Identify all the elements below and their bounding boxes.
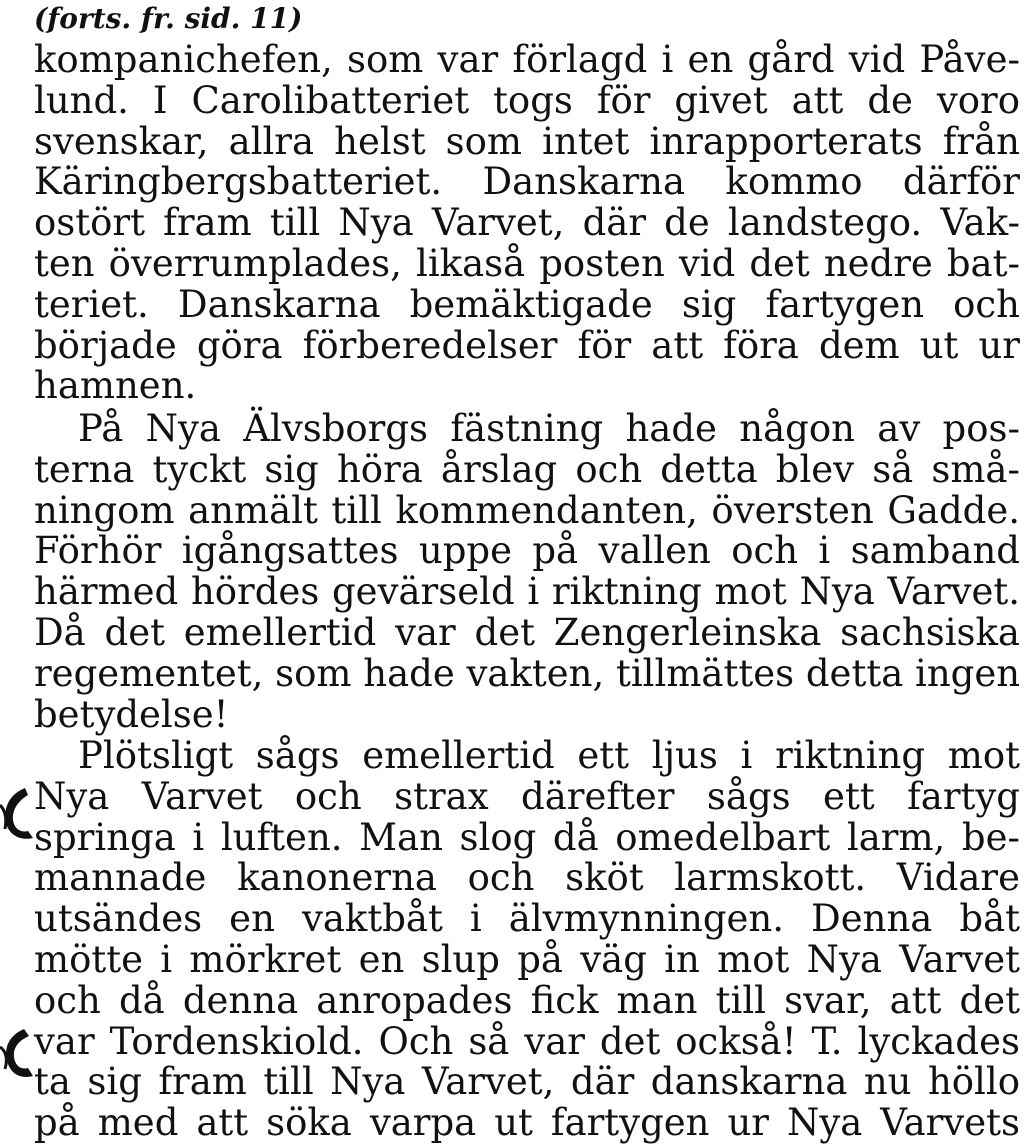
paragraph-2-line-6: Då det emellertid var det Zengerleinska sachsiska bbox=[34, 610, 1020, 654]
paragraph-2-line-7: regementet, som hade vakten, tillmättes detta ingen bbox=[34, 651, 1021, 695]
paragraph-3-line-8: var Tordenskiold. Och så var det också! T. lyckades bbox=[34, 1019, 1020, 1063]
paragraph-3-line-3: springa i luften. Man slog då omedelbart larm, be- bbox=[34, 815, 1020, 859]
paragraph-3-line-9: ta sig fram till Nya Varvet, där danskarna nu höllo bbox=[34, 1060, 1020, 1104]
paragraph-1-line-4: Käringbergsbatteriet. Danskarna kommo därför bbox=[34, 160, 1020, 204]
paragraph-3 bbox=[34, 736, 1020, 1144]
torn-margin-mark-lower bbox=[0, 1023, 34, 1081]
paragraph-2-line-5: härmed hördes gevärseld i riktning mot Nya Varvet. bbox=[34, 570, 1020, 614]
paragraph-2-line-1: På Nya Älvsborgs fästning hade någon av pos- bbox=[78, 407, 1020, 450]
torn-margin-mark-upper bbox=[0, 785, 34, 843]
paragraph-1-line-7: teriet. Danskarna bemäktigade sig fartygen och bbox=[34, 282, 1020, 326]
paragraph-3-line-10: på med att söka varpa ut fartygen ur Nya Varvets bbox=[34, 1101, 1020, 1145]
paragraph-2-line-8: betydelse! bbox=[34, 692, 229, 736]
paragraph-3-line-1: Plötsligt sågs emellertid ett ljus i riktning mot bbox=[78, 734, 1020, 777]
paragraph-3-line-4: mannade kanonerna och sköt larmskott. Vidare bbox=[34, 856, 1020, 900]
paragraph-1 bbox=[34, 40, 1020, 407]
paragraph-3-line-5: utsändes en vaktbåt i älvmynningen. Denna båt bbox=[34, 897, 1020, 941]
paragraph-3-line-6: mötte i mörkret en slup på väg in mot Nya Varvet bbox=[34, 937, 1020, 981]
paragraph-1-line-5: ostört fram till Nya Varvet, där de landstego. Vak- bbox=[34, 201, 1020, 245]
paragraph-1-line-2: lund. I Carolibatteriet togs för givet att de voro bbox=[34, 78, 1020, 122]
paragraph-2-line-2: terna tyckt sig höra årslag och detta blev så små- bbox=[34, 447, 1020, 491]
paragraph-1-line-9: hamnen. bbox=[34, 364, 197, 408]
paragraph-2 bbox=[34, 409, 1020, 735]
paragraph-1-line-6: ten överrumplades, likaså posten vid det nedre bat- bbox=[34, 241, 1020, 285]
paragraph-3-line-2: Nya Varvet och strax därefter sågs ett fartyg bbox=[34, 774, 1020, 818]
paragraph-2-line-3: ningom anmält till kommendanten, översten Gadde. bbox=[34, 488, 1020, 532]
paragraph-2-line-4: Förhör igångsattes uppe på vallen och i samband bbox=[34, 529, 1020, 573]
paragraph-1-line-8: började göra förberedelser för att föra dem ut ur bbox=[34, 323, 1020, 367]
running-head: (forts. fr. sid. 11) bbox=[34, 2, 303, 35]
paragraph-1-line-1: kompanichefen, som var förlagd i en gård vid Påve- bbox=[34, 38, 1020, 81]
paragraph-1-line-3: svenskar, allra helst som intet inrapporterats från bbox=[34, 119, 1020, 163]
paragraph-3-line-7: och då denna anropades fick man till svar, att det bbox=[34, 978, 1020, 1022]
